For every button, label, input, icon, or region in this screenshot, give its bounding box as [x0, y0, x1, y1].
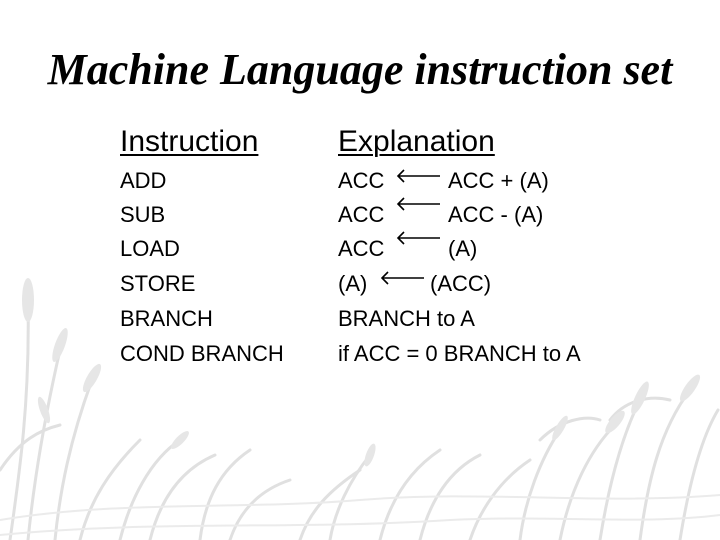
- explanation-add-right: ACC + (A): [448, 168, 549, 193]
- explanation-cond-branch: if ACC = 0 BRANCH to A: [338, 341, 581, 366]
- instruction-column-header: Instruction: [120, 125, 259, 158]
- explanation-sub-left: ACC: [338, 202, 385, 227]
- slide-title: Machine Language instruction set: [47, 45, 673, 94]
- explanation-load-right: (A): [448, 236, 478, 261]
- explanation-load-left: ACC: [338, 236, 385, 261]
- instruction-sub: SUB: [120, 202, 166, 227]
- left-arrow-icon: [396, 196, 440, 214]
- instruction-cond-branch: COND BRANCH: [120, 341, 284, 366]
- explanation-branch: BRANCH to A: [338, 306, 475, 331]
- instruction-add: ADD: [120, 168, 167, 193]
- instruction-store: STORE: [120, 271, 196, 296]
- left-arrow-icon: [396, 230, 440, 248]
- left-arrow-icon: [396, 168, 440, 186]
- explanation-store-right: (ACC): [430, 271, 492, 296]
- explanation-store-left: (A): [338, 271, 368, 296]
- explanation-column-header: Explanation: [338, 125, 495, 158]
- explanation-add-left: ACC: [338, 168, 385, 193]
- left-arrow-icon: [380, 270, 424, 288]
- explanation-sub-right: ACC - (A): [448, 202, 544, 227]
- instruction-load: LOAD: [120, 236, 180, 261]
- instruction-branch: BRANCH: [120, 306, 213, 331]
